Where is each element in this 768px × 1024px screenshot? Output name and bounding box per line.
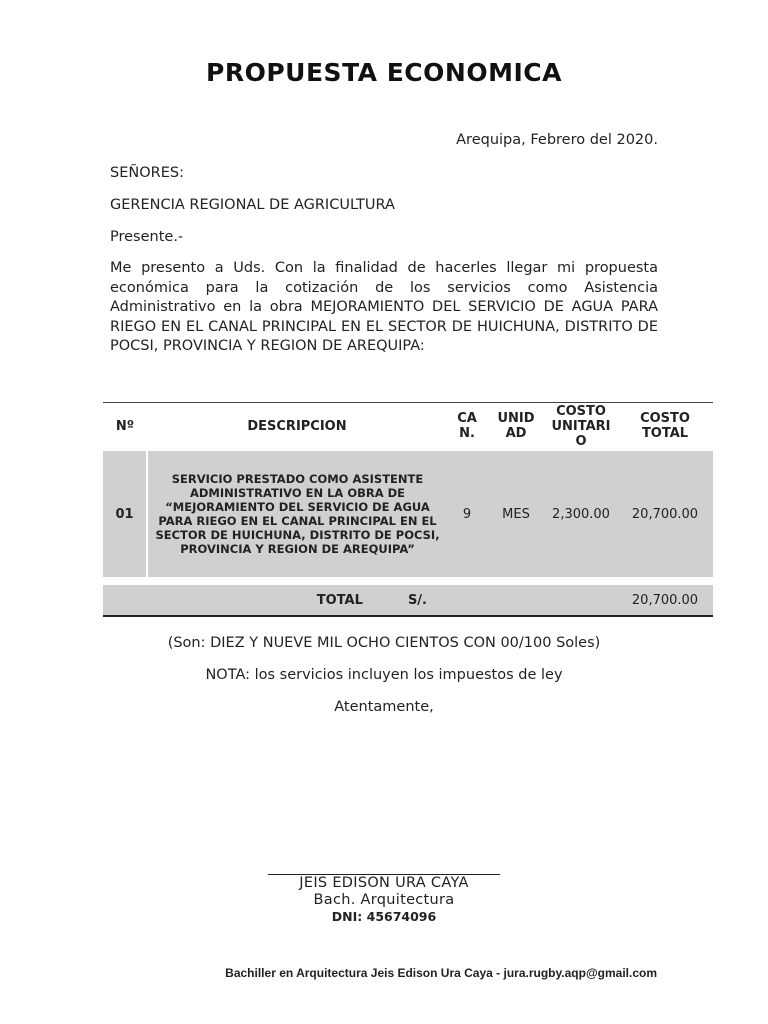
recipient: GERENCIA REGIONAL DE AGRICULTURA [110, 197, 395, 213]
tax-note: NOTA: los servicios incluyen los impuestos de ley [205, 667, 563, 683]
header-unit-cost: COSTO UNITARI O [545, 403, 617, 451]
body-paragraph: Me presento a Uds. Con la finalidad de hacerles llegar mi propuesta económica para la cotización de los servicios como Asistencia Administrativo en la obra MEJORAMIENTO DEL SERVICIO DE AGUA PARA RIEGO EN EL CANAL PRINCIPAL EN EL SECTOR DE HUICHUNA, DISTRITO DE POCSI, PROVINCIA Y REGION DE AREQUIPA: [110, 260, 658, 354]
table-header-row [103, 403, 713, 451]
total-value: 20,700.00 [617, 585, 713, 616]
amount-in-words: (Son: DIEZ Y NUEVE MIL OCHO CIENTOS CON 00/100 Soles) [167, 635, 601, 651]
header-unit: UNID AD [487, 403, 545, 451]
header-total-cost: COSTO TOTAL [617, 403, 713, 451]
row-unit: MES [487, 450, 545, 577]
total-currency: S/. [407, 592, 427, 608]
signature-title: Bach. Arquitectura [313, 892, 455, 908]
salutation: SEÑORES: [110, 165, 184, 181]
total-label-cell [147, 585, 447, 616]
row-total-cost: 20,700.00 [617, 450, 713, 577]
total-label: TOTAL [316, 592, 363, 608]
row-unit-cost: 2,300.00 [545, 450, 617, 577]
header-description: DESCRIPCION [147, 403, 447, 451]
presente: Presente.- [110, 229, 184, 245]
table-row [103, 450, 713, 577]
signature-name: JEIS EDISON URA CAYA [299, 875, 469, 891]
header-num: Nº [103, 403, 147, 451]
page-footer: Bachiller en Arquitectura Jeis Edison Ura Caya - jura.rugby.aqp@gmail.com [225, 966, 657, 980]
row-description: SERVICIO PRESTADO COMO ASISTENTE ADMINISTRATIVO EN LA OBRA DE “MEJORAMIENTO DEL SERVICIO DE AGUA PARA RIEGO EN EL CANAL PRINCIPAL EN EL SECTOR DE HUICHUNA, DISTRITO DE POCSI, PROVINCIA Y REGION DE AREQUIPA” [147, 450, 447, 577]
document-title: PROPUESTA ECONOMICA [206, 58, 562, 87]
signature-dni: DNI: 45674096 [331, 909, 437, 924]
row-quantity: 9 [447, 450, 487, 577]
table-total-row [103, 585, 713, 616]
header-quantity: CA N. [447, 403, 487, 451]
closing: Atentamente, [334, 699, 434, 715]
document-date: Arequipa, Febrero del 2020. [456, 132, 658, 148]
table-spacer [103, 577, 713, 585]
quote-table [103, 402, 713, 617]
row-num: 01 [103, 450, 147, 577]
